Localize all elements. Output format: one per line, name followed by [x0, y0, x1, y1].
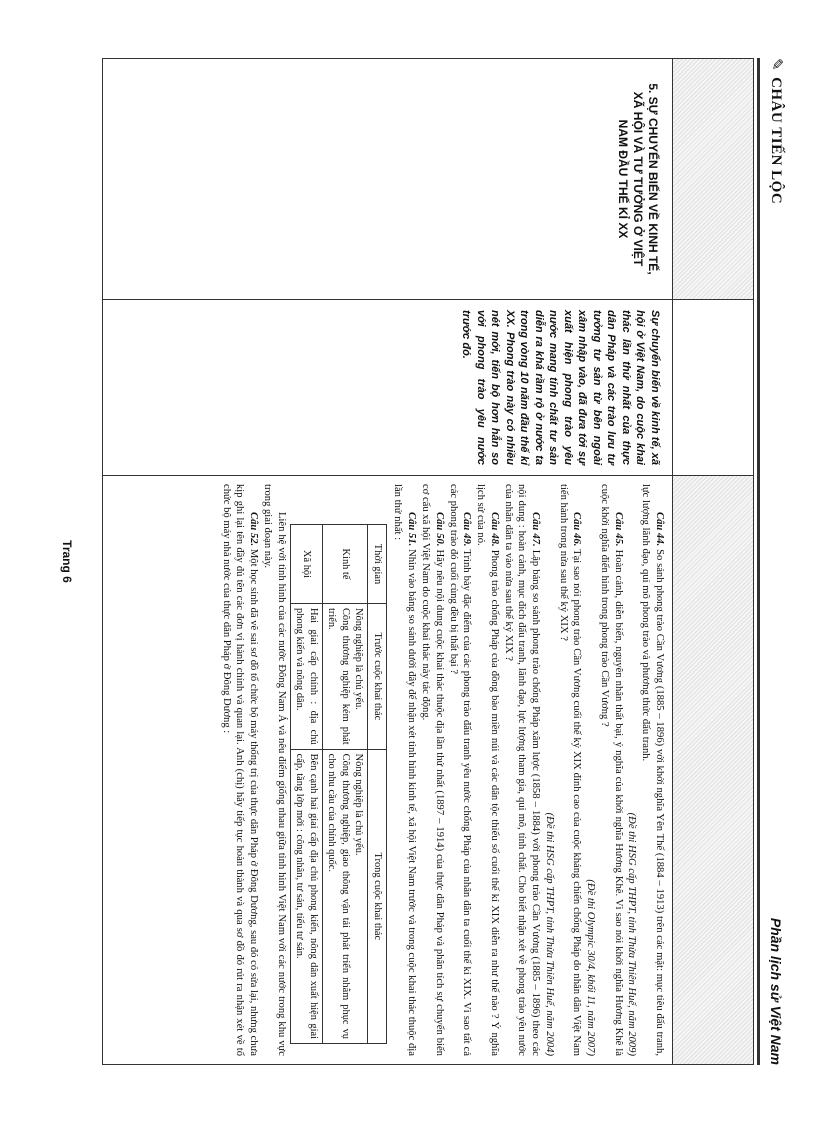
header-before: Trước cuộc khai thác [368, 604, 387, 750]
society-during: Bên cạnh hai giai cấp địa chủ phong kiến, nông dân xuất hiện giai cấp, tầng lớp mới : công nhân, tư sản, tiểu tư sản. [290, 749, 322, 1043]
author-brand [767, 58, 786, 204]
topic-column-header [672, 59, 753, 299]
question-44: Câu 44. So sánh phong trào Cần Vương (1885 – 1896) với khởi nghĩa Yên Thế (1884 – 1913) trên các mặt: mục tiêu đấu tranh, lực lượng lãnh đạo, qui mô phong trào và phương thức đấu tranh. [640, 484, 665, 1056]
page-number: Trang 6 [60, 540, 74, 583]
content-table [102, 58, 754, 1065]
question-50: Câu 50. Hãy nêu nội dung cuộc khai thác thuộc địa lần thứ nhất (1897 – 1914) của thực dân Pháp và phân tích sự chuyển biến cơ cấu xã hội Việt Nam do cuộc khai thác này tác động. [419, 484, 445, 1056]
question-48: Câu 48. Phong trào chống Pháp của đồng bào miền núi và các dân tộc thiểu số cuối thế kỉ XIX diễn ra như thế nào ? Ý nghĩa lịch sử của nó. [475, 484, 500, 1056]
question-45-source: (Đề thi HSG cấp THPT, tỉnh Thừa Thiên Huế, năm 2009) [626, 812, 638, 1056]
question-49: Câu 49. Trình bày đặc điểm của các phong trào đấu tranh yêu nước chống Pháp của nhân dân ta cuối thế kỉ XIX. Vì sao tất cả các phong trào đó cuối cùng đều bị thất bại ? [447, 484, 473, 1056]
question-45: Câu 45. Hoàn cảnh, diễn biến, nguyên nhân thất bại, ý nghĩa của khởi nghĩa Hương Khê. Vì sao nói khởi nghĩa Hương Khê là cuộc khởi nghĩa điển hình trong phong trào Cần Vương ? [598, 484, 624, 1056]
economy-during: Nông nghiệp là chủ yếu. Công thương nghiệp, giao thông vận tải phát triển nhằm phục vụ cho nhu cầu của chính quốc. [322, 749, 368, 1043]
questions-list [103, 476, 672, 1064]
page-header [757, 58, 790, 1065]
table-header-row [368, 525, 387, 1044]
questions-column [103, 476, 753, 1064]
summary-column [103, 300, 753, 476]
question-47-source: (Đề thi HSG cấp THPT, tỉnh Thừa Thiên Huế, năm 2004) [543, 812, 555, 1056]
subject-title: Phần lịch sử Việt Nam [768, 917, 784, 1065]
summary-column-header [672, 300, 753, 475]
question-47: Câu 47. Lập bảng so sánh phong trào chống Pháp xâm lược (1858 – 1884) với phong trào Cần Vương (1885 – 1896) theo các nội dung : hoàn cảnh, mục đích đấu tranh, lãnh đạo, lực lượng tham gia, qui mô, tính chất. Cho biết nhận xét về phong trào yêu nước của nhân dân ta vào nửa sau thế kỷ XIX ? [502, 484, 542, 1056]
table-row [322, 525, 368, 1044]
comparison-table [290, 524, 387, 1044]
row-label-economy: Kinh tế [322, 525, 368, 604]
questions-column-header [672, 476, 753, 1064]
question-52: Câu 52. Một học sinh đã vẽ sai sơ đồ tổ chức bộ máy thống trị của thực dân Pháp ở Đông Dương, sau đó có sửa lại, nhưng chưa kịp ghi lại tên đầy đủ tên các đơn vị hành chính và quan lại. Anh (chị) hãy tiếp tục hoàn thành và qua sơ đồ đó rút ra nhận xét về tổ chức bộ máy nhà nước của thực dân Pháp ở Đông Dương : [220, 484, 260, 1057]
section-title: 5. SỰ CHUYỂN BIẾN VỀ KINH TẾ, XÃ HỘI VÀ TƯ TƯỞNG Ở VIỆT NAM ĐẦU THẾ KỈ XX [616, 83, 660, 275]
question-46: Câu 46. Tại sao nói phong trào Cần Vương cuối thế kỷ XIX đỉnh cao của cuộc kháng chiến chống Pháp do nhân dân Việt Nam tiến hành trong nửa sau thế kỷ XIX ? [557, 484, 583, 1056]
question-51: Câu 51. Nhìn vào bảng so sánh dưới đây để nhận xét tình hình kinh tế, xã hội Việt Nam trước và trong cuộc khai thác thuộc địa lần thứ nhất : [392, 484, 418, 1056]
header-period: Thời gian [368, 525, 387, 604]
quill-pen-icon: ✎ [768, 58, 786, 72]
question-46-source: (Đề thi Olympic 30/4, khối 11, năm 2007) [585, 879, 597, 1056]
section-summary: Sự chuyển biến về kinh tế, xã hội ở Việt Nam, do cuộc khai thác lần thứ nhất của thực dân Pháp và các trào lưu tư tưởng tư sản từ bên ngoài xâm nhập vào, đã đưa tới sự xuất hiện phong trào yêu nước mang tính chất tư sản diễn ra khá rầm rộ ở nước ta trong vòng 10 năm đầu thế kỉ XX. Phong trào này có nhiều nét mới, tiến bộ hơn hẳn so với phong trào yêu nước trước đó. [460, 310, 661, 465]
economy-before: Nông nghiệp là chủ yếu. Công thương nghiệp kém phát triển. [322, 604, 368, 750]
topic-column [103, 59, 753, 300]
table-row [290, 525, 322, 1044]
question-51-followup: Liên hệ với tình hình của các nước Đông Nam Á và nêu điểm giống nhau giữa tình hình Việt Nam với các nước trong khu vực trong giai đoạn này. [261, 484, 287, 1056]
header-during: Trong cuộc khai thác [368, 749, 387, 1043]
author-name: CHÂU TIẾN LỘC [768, 77, 784, 205]
society-before: Hai giai cấp chính : địa chủ phong kiến và nông dân. [290, 604, 322, 750]
row-label-society: Xã hội [290, 525, 322, 604]
